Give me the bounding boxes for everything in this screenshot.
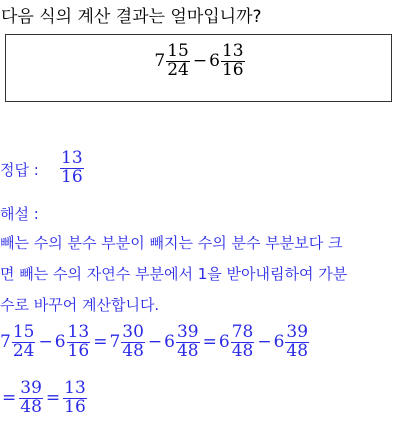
numerator: 15	[167, 41, 189, 61]
numerator: 13	[64, 378, 86, 398]
fraction	[176, 324, 200, 361]
denominator: 24	[12, 340, 35, 361]
question-text: 다음 식의 계산 결과는 얼마입니까?	[1, 7, 262, 27]
denominator: 16	[221, 59, 244, 80]
denominator: 24	[167, 59, 189, 80]
fraction-15-24	[166, 43, 190, 80]
numerator: 39	[176, 322, 199, 342]
numerator: 13	[221, 41, 244, 61]
numerator: 13	[67, 322, 90, 342]
numerator: 15	[12, 322, 35, 342]
minus-sign: −	[257, 332, 272, 353]
denominator: 16	[67, 340, 90, 361]
solution-line-1: 빼는 수의 분수 부분이 빼지는 수의 분수 부분보다 크	[0, 234, 343, 252]
solution-label: 해설 :	[0, 205, 39, 223]
answer-fraction	[60, 150, 84, 187]
whole: 6	[218, 332, 230, 353]
solution-line-2: 면 빼는 수의 자연수 부분에서 1을 받아내림하여 가분	[0, 265, 348, 283]
fraction	[12, 324, 36, 361]
numerator: 30	[122, 322, 144, 342]
fraction	[285, 324, 309, 361]
denominator: 16	[61, 166, 83, 187]
solution-line-3: 수로 바꾸어 계산합니다.	[0, 296, 160, 314]
denominator: 48	[231, 340, 254, 361]
whole: 7	[109, 332, 121, 353]
minus-sign: −	[192, 51, 208, 72]
whole: 6	[273, 332, 285, 353]
fraction	[63, 380, 87, 417]
calculation-step-1	[0, 324, 310, 361]
whole: 6	[164, 332, 175, 353]
numerator: 39	[20, 378, 42, 398]
fraction	[231, 324, 255, 361]
equals-sign: =	[202, 332, 217, 353]
equals-sign: =	[93, 332, 108, 353]
fraction	[121, 324, 145, 361]
whole: 7	[0, 332, 11, 353]
problem-expression	[0, 43, 400, 80]
denominator: 48	[122, 340, 144, 361]
whole-6: 6	[209, 51, 220, 72]
numerator: 39	[286, 322, 309, 342]
denominator: 16	[64, 396, 86, 417]
equals-sign: =	[45, 388, 61, 409]
minus-sign: −	[147, 332, 163, 353]
equals-sign: =	[2, 388, 17, 409]
fraction-13-16	[221, 43, 245, 80]
answer-value	[59, 150, 85, 187]
whole-7: 7	[154, 51, 166, 72]
denominator: 48	[176, 340, 199, 361]
fraction	[67, 324, 91, 361]
answer-label: 정답 :	[0, 161, 39, 179]
denominator: 48	[20, 396, 42, 417]
calculation-step-2	[0, 380, 88, 417]
fraction	[19, 380, 43, 417]
minus-sign: −	[38, 332, 53, 353]
whole: 6	[54, 332, 66, 353]
numerator: 78	[231, 322, 254, 342]
numerator: 13	[61, 148, 83, 168]
denominator: 48	[286, 340, 309, 361]
